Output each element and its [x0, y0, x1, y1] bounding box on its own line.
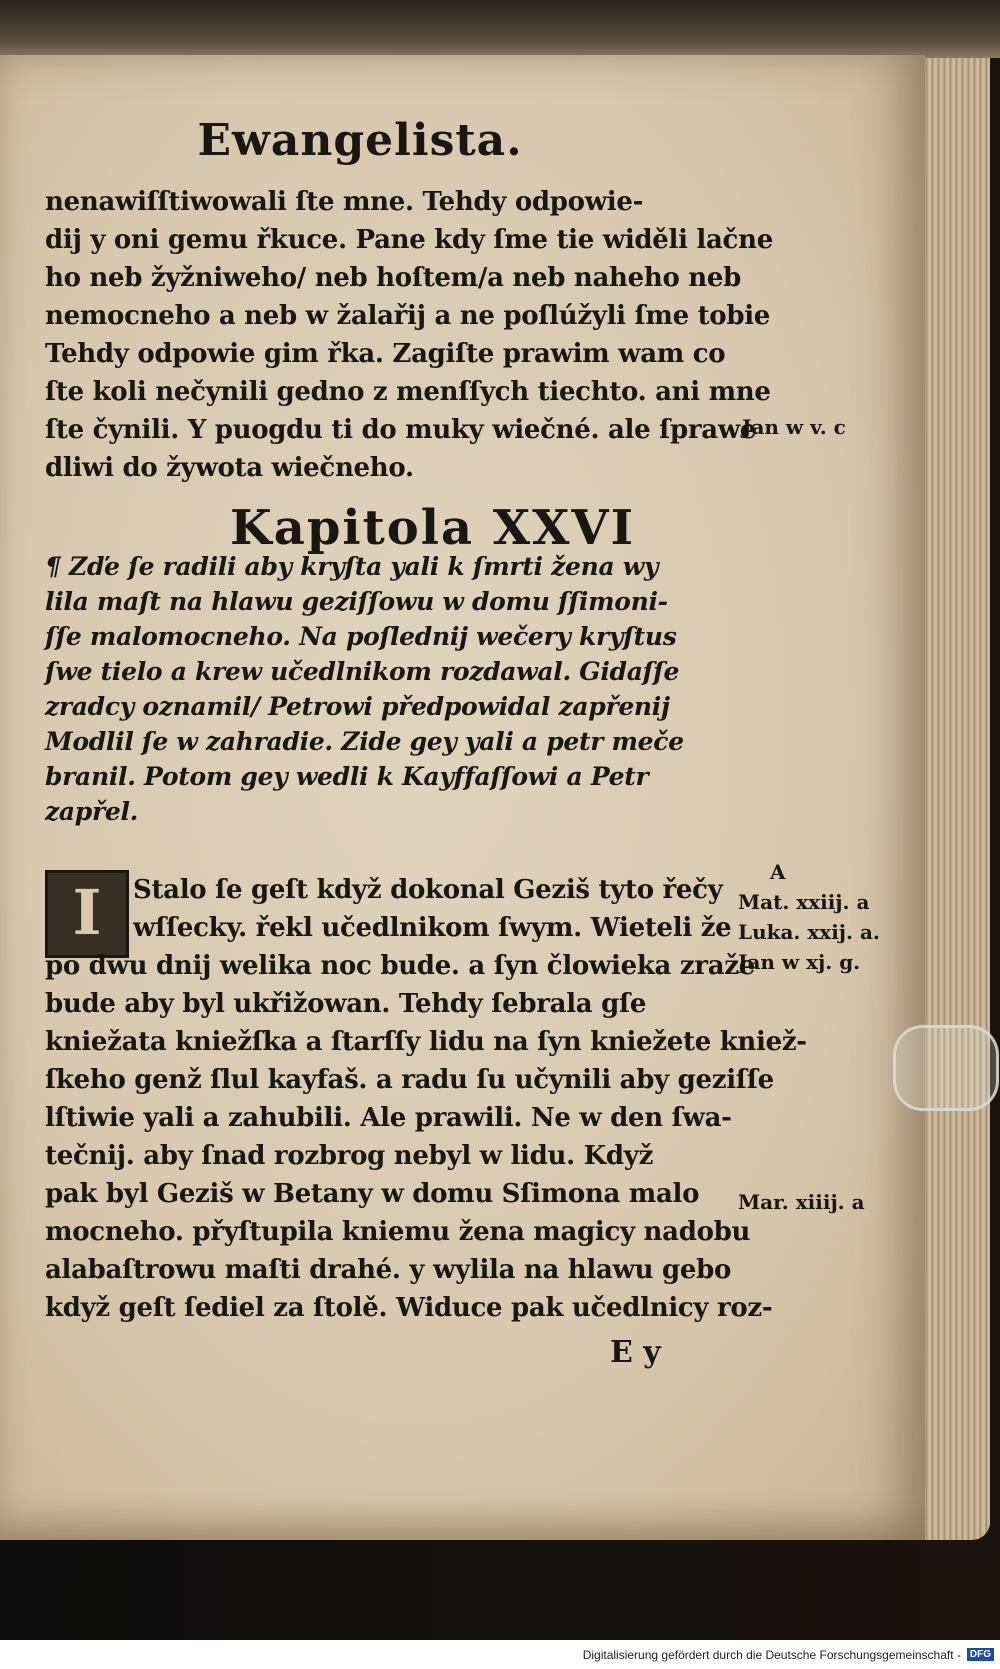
text-line: Tehdy odpowie gim řka. Zagiſte prawim wam co [45, 339, 726, 369]
text-line: kniežata kniežſka a ſtarſſy lidu na ſyn kniežete kniež- [45, 1027, 807, 1057]
summary-line: ſſe malomocneho. Na poſlednij wečery kryſtus [45, 622, 677, 651]
book-top-edge [0, 0, 1000, 58]
drop-cap-initial: I [45, 870, 129, 958]
text-line: mocneho. přyſtupila kniemu žena magicy nadobu [45, 1217, 751, 1247]
text-line: po dwu dnij welika noc bude. a ſyn člowieka zraže [45, 951, 755, 981]
text-line: wſſecky. řekl učedlnikom ſwym. Wieteli že [133, 913, 732, 943]
catchword: E y [610, 1335, 661, 1370]
page-title: Ewangelista. [197, 115, 523, 166]
text-line: pak byl Geziš w Betany w domu Sſimona malo [45, 1179, 700, 1209]
chapter-heading: Kapitola XXVI [230, 500, 636, 556]
text-line: když geſt ſediel za ſtolě. Widuce pak učedlnicy roz- [45, 1293, 773, 1323]
margin-note: Luka. xxij. a. [738, 920, 880, 944]
footer-bar [0, 1640, 1000, 1669]
margin-note: Jan w xj. g. [738, 950, 861, 974]
text-line: nemocneho a neb w žalařij a ne poſlúžyli ſme tobie [45, 301, 771, 331]
text-line: dij y oni gemu řkuce. Pane kdy ſme tie widěli lačne [45, 225, 773, 255]
summary-line: ſwe tielo a krew učedlnikom rozdawal. Gidaſſe [45, 657, 680, 686]
margin-note: Jan w v. c [742, 415, 846, 439]
text-line: tečnij. aby ſnad rozbrog nebyl w lidu. Když [45, 1141, 654, 1171]
text-line: nenawiſſtiwowali ſte mne. Tehdy odpowie- [45, 187, 644, 217]
margin-note: Mat. xxiij. a [738, 890, 870, 914]
text-line: lſtiwie yali a zahubili. Ale prawili. Ne w den ſwa- [45, 1103, 732, 1133]
text-line: ſkeho genž ſlul kayfaš. a radu ſu učynili aby geziſſe [45, 1065, 774, 1095]
summary-line: zapřel. [45, 797, 139, 826]
summary-line: ¶ Zďe ſe radili aby kryſta yali k ſmrti žena wy [45, 552, 659, 581]
summary-line: branil. Potom gey wedli k Kayffaſſowi a Petr [45, 762, 649, 791]
summary-line: zradcy oznamil/ Petrowi předpowidal zapřenij [45, 692, 670, 721]
clip-icon [893, 1025, 999, 1111]
footer-credit: Digitalisierung gefördert durch die Deutsche Forschungsgemeinschaft - [582, 1647, 961, 1662]
text-line: ſte koli nečynili gedno z menſſych tiechto. ani mne [45, 377, 771, 407]
text-line: ſte čynili. Y puogdu ti do muky wiečné. ale ſprawe [45, 415, 757, 445]
margin-note: A [770, 860, 786, 884]
margin-note: Mar. xiiij. a [738, 1190, 865, 1214]
summary-line: lila maſt na hlawu geziſſowu w domu ſſimoni- [45, 587, 668, 616]
text-line: ho neb žyžniweho/ neb hoſtem/a neb naheho neb [45, 263, 741, 293]
text-line: Stalo ſe geſt když dokonal Geziš tyto řečy [133, 875, 723, 905]
text-line: dliwi do žywota wiečneho. [45, 453, 414, 483]
text-line: alabaſtrowu maſti drahé. y wylila na hlawu gebo [45, 1255, 732, 1285]
dfg-logo: DFG [967, 1648, 994, 1661]
summary-line: Modlil ſe w zahradie. Zide gey yali a petr meče [45, 727, 684, 756]
text-line: bude aby byl ukřižowan. Tehdy ſebrala gſe [45, 989, 647, 1019]
